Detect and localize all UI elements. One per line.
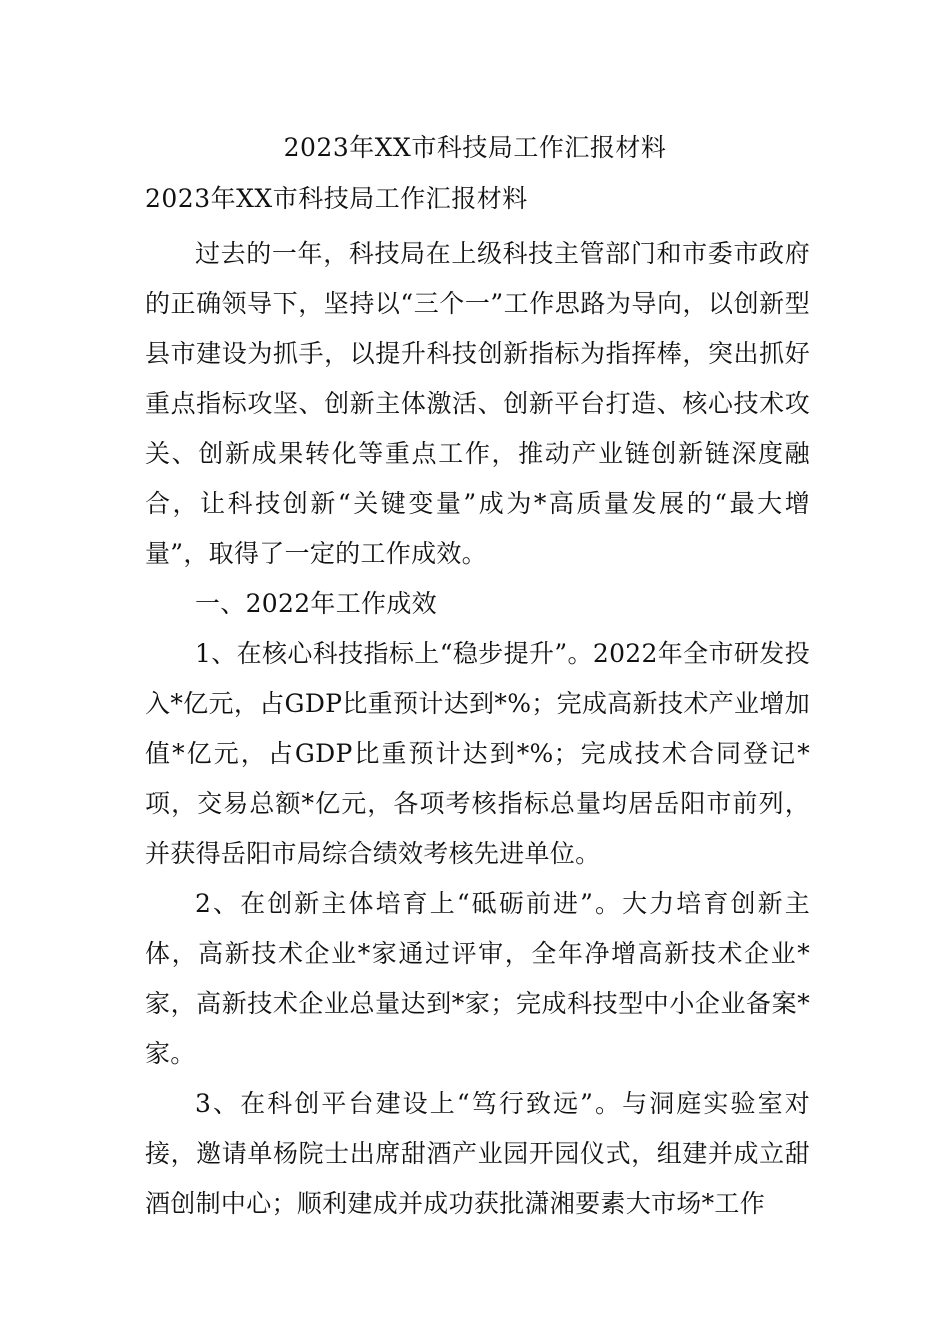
intro-paragraph: 过去的一年，科技局在上级科技主管部门和市委市政府的正确领导下，坚持以“三个一”工作思路为导向，以创新型县市建设为抓手，以提升科技创新指标为指挥棒，突出抓好重点指标攻坚、创新主体激活、创新平台打造、核心技术攻关、创新成果转化等重点工作，推动产业链创新链深度融合，让科技创新“关键变量”成为*高质量发展的“最大增量”，取得了一定的工作成效。 <box>145 239 810 568</box>
section-heading: 一、2022年工作成效 <box>195 589 437 618</box>
item-paragraph-2: 2、在创新主体培育上“砥砺前进”。大力培育创新主体，高新技术企业*家通过评审，全年净增高新技术企业*家，高新技术企业总量达到*家；完成科技型中小企业备案*家。 <box>145 889 810 1068</box>
document-subtitle: 2023年XX市科技局工作汇报材料 <box>145 184 528 213</box>
document-body <box>145 229 810 1229</box>
item-paragraph-3: 3、在科创平台建设上“笃行致远”。与洞庭实验室对接，邀请单杨院士出席甜酒产业园开园仪式，组建并成立甜酒创制中心；顺利建成并成功获批潇湘要素大市场*工作 <box>145 1089 810 1218</box>
item-paragraph-1: 1、在核心科技指标上“稳步提升”。2022年全市研发投入*亿元，占GDP比重预计达到*%；完成高新技术产业增加值*亿元，占GDP比重预计达到*%；完成技术合同登记*项，交易总额*亿元，各项考核指标总量均居岳阳市前列，并获得岳阳市局综合绩效考核先进单位。 <box>145 639 810 868</box>
document-title: 2023年XX市科技局工作汇报材料 <box>283 133 667 162</box>
